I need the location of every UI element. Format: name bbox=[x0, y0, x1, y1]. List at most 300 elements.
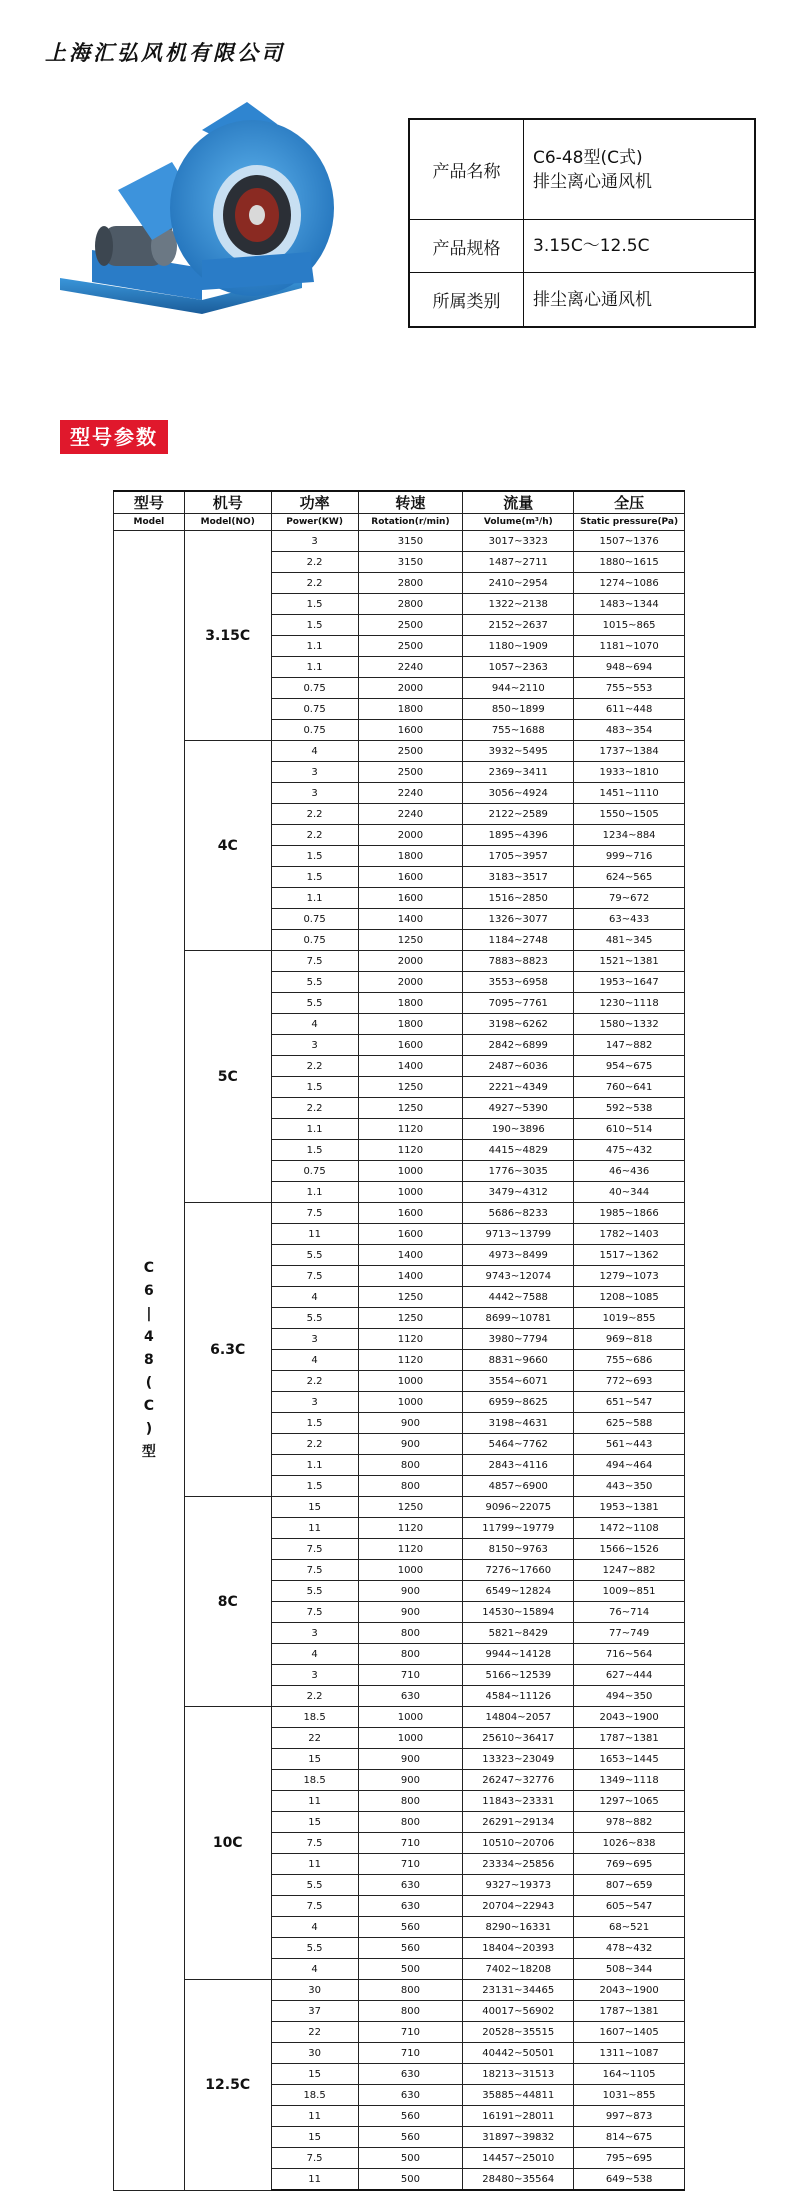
power-cell: 1.5 bbox=[271, 1413, 358, 1434]
power-cell: 0.75 bbox=[271, 909, 358, 930]
power-cell: 2.2 bbox=[271, 552, 358, 573]
model-char: ( bbox=[145, 1374, 153, 1391]
power-cell: 1.1 bbox=[271, 657, 358, 678]
rotation-cell: 1000 bbox=[358, 1560, 463, 1581]
table-row bbox=[114, 1707, 685, 1728]
model-number-cell: 12.5C bbox=[184, 1980, 271, 2191]
rotation-cell: 800 bbox=[358, 1980, 463, 2001]
volume-cell: 1057~2363 bbox=[463, 657, 574, 678]
header-power: 功率 bbox=[271, 491, 358, 514]
pressure-cell: 651~547 bbox=[574, 1392, 685, 1413]
volume-cell: 1184~2748 bbox=[463, 930, 574, 951]
rotation-cell: 1800 bbox=[358, 846, 463, 867]
pressure-cell: 77~749 bbox=[574, 1623, 685, 1644]
volume-cell: 5686~8233 bbox=[463, 1203, 574, 1224]
pressure-cell: 1787~1381 bbox=[574, 1728, 685, 1749]
rotation-cell: 630 bbox=[358, 1686, 463, 1707]
volume-cell: 1895~4396 bbox=[463, 825, 574, 846]
power-cell: 4 bbox=[271, 1014, 358, 1035]
volume-cell: 11799~19779 bbox=[463, 1518, 574, 1539]
volume-cell: 5166~12539 bbox=[463, 1665, 574, 1686]
pressure-cell: 997~873 bbox=[574, 2106, 685, 2127]
pressure-cell: 610~514 bbox=[574, 1119, 685, 1140]
model-char: ) bbox=[145, 1420, 153, 1437]
volume-cell: 3980~7794 bbox=[463, 1329, 574, 1350]
rotation-cell: 1120 bbox=[358, 1329, 463, 1350]
power-cell: 2.2 bbox=[271, 573, 358, 594]
pressure-cell: 46~436 bbox=[574, 1161, 685, 1182]
volume-cell: 3554~6071 bbox=[463, 1371, 574, 1392]
volume-cell: 9713~13799 bbox=[463, 1224, 574, 1245]
volume-cell: 8831~9660 bbox=[463, 1350, 574, 1371]
power-cell: 11 bbox=[271, 1518, 358, 1539]
rotation-cell: 1600 bbox=[358, 888, 463, 909]
volume-cell: 18213~31513 bbox=[463, 2064, 574, 2085]
pressure-cell: 999~716 bbox=[574, 846, 685, 867]
rotation-cell: 1250 bbox=[358, 1308, 463, 1329]
pressure-cell: 1517~1362 bbox=[574, 1245, 685, 1266]
volume-cell: 4927~5390 bbox=[463, 1098, 574, 1119]
company-name: 上海汇弘风机有限公司 bbox=[45, 40, 285, 65]
rotation-cell: 630 bbox=[358, 2085, 463, 2106]
rotation-cell: 630 bbox=[358, 2064, 463, 2085]
power-cell: 7.5 bbox=[271, 1896, 358, 1917]
model-char: 6 bbox=[144, 1282, 154, 1299]
rotation-cell: 1400 bbox=[358, 1266, 463, 1287]
info-value: 排尘离心通风机 bbox=[524, 273, 756, 327]
pressure-cell: 494~350 bbox=[574, 1686, 685, 1707]
pressure-cell: 1279~1073 bbox=[574, 1266, 685, 1287]
header-row-en bbox=[114, 514, 685, 531]
volume-cell: 13323~23049 bbox=[463, 1749, 574, 1770]
power-cell: 37 bbox=[271, 2001, 358, 2022]
rotation-cell: 560 bbox=[358, 1938, 463, 1959]
centrifugal-fan-image bbox=[52, 100, 352, 318]
model-char: 4 bbox=[144, 1328, 154, 1345]
volume-cell: 8699~10781 bbox=[463, 1308, 574, 1329]
pressure-cell: 814~675 bbox=[574, 2127, 685, 2148]
model-char: 型 bbox=[141, 1443, 156, 1460]
pressure-cell: 760~641 bbox=[574, 1077, 685, 1098]
rotation-cell: 1120 bbox=[358, 1539, 463, 1560]
pressure-cell: 1953~1381 bbox=[574, 1497, 685, 1518]
power-cell: 7.5 bbox=[271, 1203, 358, 1224]
power-cell: 5.5 bbox=[271, 972, 358, 993]
rotation-cell: 1800 bbox=[358, 699, 463, 720]
rotation-cell: 900 bbox=[358, 1434, 463, 1455]
parameter-table-body bbox=[114, 531, 685, 2191]
power-cell: 0.75 bbox=[271, 720, 358, 741]
volume-cell: 9096~22075 bbox=[463, 1497, 574, 1518]
volume-cell: 10510~20706 bbox=[463, 1833, 574, 1854]
volume-cell: 40017~56902 bbox=[463, 2001, 574, 2022]
power-cell: 4 bbox=[271, 741, 358, 762]
power-cell: 1.5 bbox=[271, 846, 358, 867]
rotation-cell: 1120 bbox=[358, 1140, 463, 1161]
pressure-cell: 1580~1332 bbox=[574, 1014, 685, 1035]
volume-cell: 23334~25856 bbox=[463, 1854, 574, 1875]
table-row bbox=[114, 1980, 685, 2001]
power-cell: 1.1 bbox=[271, 1455, 358, 1476]
pressure-cell: 611~448 bbox=[574, 699, 685, 720]
power-cell: 3 bbox=[271, 783, 358, 804]
pressure-cell: 1026~838 bbox=[574, 1833, 685, 1854]
pressure-cell: 1880~1615 bbox=[574, 552, 685, 573]
pressure-cell: 1566~1526 bbox=[574, 1539, 685, 1560]
pressure-cell: 627~444 bbox=[574, 1665, 685, 1686]
power-cell: 4 bbox=[271, 1917, 358, 1938]
rotation-cell: 710 bbox=[358, 2043, 463, 2064]
volume-cell: 16191~28011 bbox=[463, 2106, 574, 2127]
model-char: 8 bbox=[144, 1351, 154, 1368]
rotation-cell: 500 bbox=[358, 2148, 463, 2169]
power-cell: 15 bbox=[271, 2064, 358, 2085]
pressure-cell: 769~695 bbox=[574, 1854, 685, 1875]
volume-cell: 20704~22943 bbox=[463, 1896, 574, 1917]
volume-cell: 3479~4312 bbox=[463, 1182, 574, 1203]
info-value bbox=[524, 119, 756, 220]
volume-cell: 1516~2850 bbox=[463, 888, 574, 909]
power-cell: 11 bbox=[271, 1791, 358, 1812]
pressure-cell: 1953~1647 bbox=[574, 972, 685, 993]
rotation-cell: 1000 bbox=[358, 1392, 463, 1413]
power-cell: 3 bbox=[271, 1329, 358, 1350]
header-model-no-en: Model(NO) bbox=[184, 514, 271, 531]
model-char: C bbox=[143, 1397, 155, 1414]
volume-cell: 18404~20393 bbox=[463, 1938, 574, 1959]
volume-cell: 6959~8625 bbox=[463, 1392, 574, 1413]
volume-cell: 2152~2637 bbox=[463, 615, 574, 636]
volume-cell: 1705~3957 bbox=[463, 846, 574, 867]
power-cell: 11 bbox=[271, 1224, 358, 1245]
pressure-cell: 1653~1445 bbox=[574, 1749, 685, 1770]
rotation-cell: 2500 bbox=[358, 762, 463, 783]
rotation-cell: 1250 bbox=[358, 1077, 463, 1098]
rotation-cell: 2000 bbox=[358, 678, 463, 699]
volume-cell: 8150~9763 bbox=[463, 1539, 574, 1560]
rotation-cell: 1120 bbox=[358, 1350, 463, 1371]
power-cell: 15 bbox=[271, 1497, 358, 1518]
pressure-cell: 164~1105 bbox=[574, 2064, 685, 2085]
power-cell: 30 bbox=[271, 1980, 358, 2001]
volume-cell: 9743~12074 bbox=[463, 1266, 574, 1287]
header-power-en: Power(KW) bbox=[271, 514, 358, 531]
volume-cell: 2843~4116 bbox=[463, 1455, 574, 1476]
header-model: 型号 bbox=[114, 491, 185, 514]
volume-cell: 6549~12824 bbox=[463, 1581, 574, 1602]
volume-cell: 7402~18208 bbox=[463, 1959, 574, 1980]
pressure-cell: 969~818 bbox=[574, 1329, 685, 1350]
rotation-cell: 560 bbox=[358, 2106, 463, 2127]
power-cell: 3 bbox=[271, 1665, 358, 1686]
volume-cell: 26291~29134 bbox=[463, 1812, 574, 1833]
power-cell: 4 bbox=[271, 1350, 358, 1371]
pressure-cell: 1311~1087 bbox=[574, 2043, 685, 2064]
volume-cell: 8290~16331 bbox=[463, 1917, 574, 1938]
rotation-cell: 1600 bbox=[358, 1203, 463, 1224]
power-cell: 5.5 bbox=[271, 1581, 358, 1602]
power-cell: 7.5 bbox=[271, 1539, 358, 1560]
pressure-cell: 649~538 bbox=[574, 2169, 685, 2191]
volume-cell: 190~3896 bbox=[463, 1119, 574, 1140]
power-cell: 5.5 bbox=[271, 1245, 358, 1266]
header-pressure-en: Static pressure(Pa) bbox=[574, 514, 685, 531]
power-cell: 11 bbox=[271, 1854, 358, 1875]
rotation-cell: 1000 bbox=[358, 1161, 463, 1182]
power-cell: 18.5 bbox=[271, 1707, 358, 1728]
power-cell: 11 bbox=[271, 2106, 358, 2127]
pressure-cell: 68~521 bbox=[574, 1917, 685, 1938]
rotation-cell: 1250 bbox=[358, 1287, 463, 1308]
model-number-cell: 4C bbox=[184, 741, 271, 951]
model-number-cell: 10C bbox=[184, 1707, 271, 1980]
pressure-cell: 475~432 bbox=[574, 1140, 685, 1161]
rotation-cell: 900 bbox=[358, 1413, 463, 1434]
rotation-cell: 1800 bbox=[358, 1014, 463, 1035]
volume-cell: 1326~3077 bbox=[463, 909, 574, 930]
pressure-cell: 1787~1381 bbox=[574, 2001, 685, 2022]
rotation-cell: 1250 bbox=[358, 1098, 463, 1119]
rotation-cell: 800 bbox=[358, 1623, 463, 1644]
power-cell: 2.2 bbox=[271, 1098, 358, 1119]
volume-cell: 2487~6036 bbox=[463, 1056, 574, 1077]
rotation-cell: 1000 bbox=[358, 1371, 463, 1392]
rotation-cell: 2000 bbox=[358, 951, 463, 972]
pressure-cell: 2043~1900 bbox=[574, 1980, 685, 2001]
pressure-cell: 978~882 bbox=[574, 1812, 685, 1833]
product-info-table bbox=[408, 118, 756, 328]
rotation-cell: 2800 bbox=[358, 573, 463, 594]
rotation-cell: 2000 bbox=[358, 972, 463, 993]
power-cell: 15 bbox=[271, 2127, 358, 2148]
power-cell: 5.5 bbox=[271, 1875, 358, 1896]
pressure-cell: 807~659 bbox=[574, 1875, 685, 1896]
volume-cell: 28480~35564 bbox=[463, 2169, 574, 2191]
pressure-cell: 494~464 bbox=[574, 1455, 685, 1476]
volume-cell: 3553~6958 bbox=[463, 972, 574, 993]
volume-cell: 11843~23331 bbox=[463, 1791, 574, 1812]
pressure-cell: 625~588 bbox=[574, 1413, 685, 1434]
volume-cell: 26247~32776 bbox=[463, 1770, 574, 1791]
volume-cell: 25610~36417 bbox=[463, 1728, 574, 1749]
rotation-cell: 2500 bbox=[358, 741, 463, 762]
power-cell: 1.1 bbox=[271, 888, 358, 909]
volume-cell: 9944~14128 bbox=[463, 1644, 574, 1665]
rotation-cell: 560 bbox=[358, 1917, 463, 1938]
volume-cell: 3198~4631 bbox=[463, 1413, 574, 1434]
rotation-cell: 900 bbox=[358, 1749, 463, 1770]
volume-cell: 20528~35515 bbox=[463, 2022, 574, 2043]
pressure-cell: 483~354 bbox=[574, 720, 685, 741]
pressure-cell: 478~432 bbox=[574, 1938, 685, 1959]
table-row bbox=[114, 531, 685, 552]
volume-cell: 4584~11126 bbox=[463, 1686, 574, 1707]
power-cell: 1.5 bbox=[271, 867, 358, 888]
power-cell: 1.1 bbox=[271, 636, 358, 657]
header-row-cn bbox=[114, 491, 685, 514]
power-cell: 18.5 bbox=[271, 2085, 358, 2106]
pressure-cell: 508~344 bbox=[574, 1959, 685, 1980]
rotation-cell: 1000 bbox=[358, 1728, 463, 1749]
model-char: | bbox=[146, 1305, 152, 1322]
volume-cell: 3183~3517 bbox=[463, 867, 574, 888]
power-cell: 1.5 bbox=[271, 594, 358, 615]
header-model-no: 机号 bbox=[184, 491, 271, 514]
volume-cell: 3056~4924 bbox=[463, 783, 574, 804]
rotation-cell: 1400 bbox=[358, 1245, 463, 1266]
volume-cell: 35885~44811 bbox=[463, 2085, 574, 2106]
pressure-cell: 755~686 bbox=[574, 1350, 685, 1371]
pressure-cell: 1451~1110 bbox=[574, 783, 685, 804]
volume-cell: 850~1899 bbox=[463, 699, 574, 720]
volume-cell: 5821~8429 bbox=[463, 1623, 574, 1644]
info-row-spec bbox=[409, 220, 755, 273]
volume-cell: 31897~39832 bbox=[463, 2127, 574, 2148]
pressure-cell: 443~350 bbox=[574, 1476, 685, 1497]
pressure-cell: 1181~1070 bbox=[574, 636, 685, 657]
pressure-cell: 1015~865 bbox=[574, 615, 685, 636]
volume-cell: 1487~2711 bbox=[463, 552, 574, 573]
header-volume: 流量 bbox=[463, 491, 574, 514]
power-cell: 1.1 bbox=[271, 1119, 358, 1140]
rotation-cell: 710 bbox=[358, 2022, 463, 2043]
pressure-cell: 605~547 bbox=[574, 1896, 685, 1917]
rotation-cell: 3150 bbox=[358, 552, 463, 573]
volume-cell: 2122~2589 bbox=[463, 804, 574, 825]
pressure-cell: 1933~1810 bbox=[574, 762, 685, 783]
model-number-cell: 8C bbox=[184, 1497, 271, 1707]
power-cell: 2.2 bbox=[271, 804, 358, 825]
power-cell: 4 bbox=[271, 1287, 358, 1308]
rotation-cell: 710 bbox=[358, 1665, 463, 1686]
volume-cell: 3932~5495 bbox=[463, 741, 574, 762]
power-cell: 0.75 bbox=[271, 678, 358, 699]
rotation-cell: 3150 bbox=[358, 531, 463, 552]
pressure-cell: 1782~1403 bbox=[574, 1224, 685, 1245]
rotation-cell: 1400 bbox=[358, 909, 463, 930]
volume-cell: 4442~7588 bbox=[463, 1287, 574, 1308]
volume-cell: 7276~17660 bbox=[463, 1560, 574, 1581]
product-name-value: C6-48型(C式) 排尘离心通风机 bbox=[533, 147, 652, 192]
power-cell: 2.2 bbox=[271, 1434, 358, 1455]
rotation-cell: 710 bbox=[358, 1854, 463, 1875]
pressure-cell: 954~675 bbox=[574, 1056, 685, 1077]
power-cell: 3 bbox=[271, 531, 358, 552]
header-model-en: Model bbox=[114, 514, 185, 531]
pressure-cell: 755~553 bbox=[574, 678, 685, 699]
power-cell: 5.5 bbox=[271, 1308, 358, 1329]
rotation-cell: 900 bbox=[358, 1602, 463, 1623]
rotation-cell: 2500 bbox=[358, 636, 463, 657]
rotation-cell: 1800 bbox=[358, 993, 463, 1014]
volume-cell: 2842~6899 bbox=[463, 1035, 574, 1056]
info-row-category bbox=[409, 273, 755, 327]
volume-cell: 40442~50501 bbox=[463, 2043, 574, 2064]
volume-cell: 7883~8823 bbox=[463, 951, 574, 972]
rotation-cell: 500 bbox=[358, 1959, 463, 1980]
rotation-cell: 1120 bbox=[358, 1518, 463, 1539]
pressure-cell: 1483~1344 bbox=[574, 594, 685, 615]
pressure-cell: 79~672 bbox=[574, 888, 685, 909]
power-cell: 3 bbox=[271, 762, 358, 783]
volume-cell: 9327~19373 bbox=[463, 1875, 574, 1896]
pressure-cell: 2043~1900 bbox=[574, 1707, 685, 1728]
volume-cell: 23131~34465 bbox=[463, 1980, 574, 2001]
rotation-cell: 1000 bbox=[358, 1707, 463, 1728]
power-cell: 30 bbox=[271, 2043, 358, 2064]
volume-cell: 7095~7761 bbox=[463, 993, 574, 1014]
rotation-cell: 900 bbox=[358, 1770, 463, 1791]
pressure-cell: 481~345 bbox=[574, 930, 685, 951]
volume-cell: 755~1688 bbox=[463, 720, 574, 741]
table-row bbox=[114, 951, 685, 972]
power-cell: 7.5 bbox=[271, 951, 358, 972]
table-row bbox=[114, 1497, 685, 1518]
volume-cell: 944~2110 bbox=[463, 678, 574, 699]
volume-cell: 4857~6900 bbox=[463, 1476, 574, 1497]
volume-cell: 14804~2057 bbox=[463, 1707, 574, 1728]
pressure-cell: 1247~882 bbox=[574, 1560, 685, 1581]
rotation-cell: 1600 bbox=[358, 867, 463, 888]
power-cell: 4 bbox=[271, 1959, 358, 1980]
power-cell: 0.75 bbox=[271, 1161, 358, 1182]
rotation-cell: 2500 bbox=[358, 615, 463, 636]
info-value: 3.15C～12.5C bbox=[524, 220, 756, 273]
rotation-cell: 2000 bbox=[358, 825, 463, 846]
rotation-cell: 630 bbox=[358, 1896, 463, 1917]
info-key: 所属类别 bbox=[409, 273, 524, 327]
parameter-table bbox=[113, 490, 685, 2191]
pressure-cell: 1507~1376 bbox=[574, 531, 685, 552]
volume-cell: 1322~2138 bbox=[463, 594, 574, 615]
rotation-cell: 800 bbox=[358, 1812, 463, 1833]
power-cell: 4 bbox=[271, 1644, 358, 1665]
rotation-cell: 800 bbox=[358, 1644, 463, 1665]
power-cell: 1.5 bbox=[271, 1140, 358, 1161]
volume-cell: 4973~8499 bbox=[463, 1245, 574, 1266]
power-cell: 7.5 bbox=[271, 1833, 358, 1854]
pressure-cell: 1230~1118 bbox=[574, 993, 685, 1014]
header-pressure: 全压 bbox=[574, 491, 685, 514]
rotation-cell: 1400 bbox=[358, 1056, 463, 1077]
pressure-cell: 561~443 bbox=[574, 1434, 685, 1455]
rotation-cell: 1250 bbox=[358, 1497, 463, 1518]
volume-cell: 3017~3323 bbox=[463, 531, 574, 552]
header-volume-en: Volume(m³/h) bbox=[463, 514, 574, 531]
pressure-cell: 1550~1505 bbox=[574, 804, 685, 825]
rotation-cell: 1120 bbox=[358, 1119, 463, 1140]
power-cell: 3 bbox=[271, 1392, 358, 1413]
volume-cell: 2221~4349 bbox=[463, 1077, 574, 1098]
power-cell: 5.5 bbox=[271, 1938, 358, 1959]
pressure-cell: 1737~1384 bbox=[574, 741, 685, 762]
rotation-cell: 2240 bbox=[358, 657, 463, 678]
info-row-name bbox=[409, 119, 755, 220]
volume-cell: 14457~25010 bbox=[463, 2148, 574, 2169]
pressure-cell: 772~693 bbox=[574, 1371, 685, 1392]
rotation-cell: 1600 bbox=[358, 1224, 463, 1245]
power-cell: 1.1 bbox=[271, 1182, 358, 1203]
rotation-cell: 2240 bbox=[358, 804, 463, 825]
power-cell: 7.5 bbox=[271, 1266, 358, 1287]
pressure-cell: 948~694 bbox=[574, 657, 685, 678]
pressure-cell: 76~714 bbox=[574, 1602, 685, 1623]
pressure-cell: 795~695 bbox=[574, 2148, 685, 2169]
power-cell: 18.5 bbox=[271, 1770, 358, 1791]
power-cell: 3 bbox=[271, 1623, 358, 1644]
pressure-cell: 1031~855 bbox=[574, 2085, 685, 2106]
pressure-cell: 147~882 bbox=[574, 1035, 685, 1056]
